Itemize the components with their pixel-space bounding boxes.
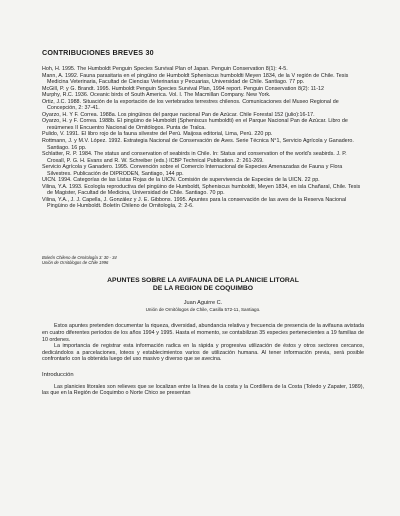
reference-item: Ortiz, J.C. 1988. Situación de la exportación de los vertebrados terrestres chilenos. Comunicaciones del Museo Regional de Concepción, 2: 37-41.: [42, 98, 339, 112]
reference-item: Oyarzo, H. Y F. Correa. 1988a. Los pingüinos del parque nacional Pan de Azúcar. Chile Forestal 152 (julio):16-17.: [42, 111, 315, 118]
page-header: CONTRIBUCIONES BREVES 30: [42, 48, 154, 57]
reference-item: Rottmann, J. y M.V. López. 1992. Estrategia Nacional de Conservación de Aves. Serie Técnica N°1, Servicio Agrícola y Ganadero. Santiago. 16 pp.: [42, 138, 354, 151]
journal-publisher: Unión de Ornitólogos de Chile 1996: [42, 260, 109, 266]
abstract: [42, 323, 364, 362]
abstract-paragraph: Estos apuntes pretenden documentar la riqueza, diversidad, abundancia relativa y frecuencia de presencia de la avifauna avistada en cuatro diferentes períodos de los años 1994 y 1995. Hasta el momento, se contabilizan 35 especies pertenecientes a 19 familias de 10 ordenes.: [42, 323, 364, 343]
article-title: [42, 277, 364, 293]
reference-item: Murphy, R.C. 1936. Oceanic birds of South America. Vol. I. The Macmillan Company. New York.: [42, 92, 271, 99]
author-name: Juan Aguirre C.: [183, 300, 223, 307]
reference-item: Mann, A. 1992. Fauna parasitaria en el pingüino de Humboldt Spheniscus humboldti Meyen 1834, de la V región de Chile. Tesis Medicina Veterinaria, Facultad de Ciencias Veterinarias y Pecuarias, Universidad de Chile. Santiago. 77 pp.: [42, 72, 349, 86]
section-heading: Introducción: [42, 371, 74, 378]
reference-item: UICN. 1994. Categorías de las Listas Rojas de la UICN. Comisión de supervivencia de Especies de la UICN. 22 pp.: [42, 177, 320, 184]
reference-item: McGill, P. y G. Brandt. 1995. Humboldt Penguin Species Survival Plan, 1994 report. Penguin Conservation 8(2): 11-12: [42, 85, 324, 92]
journal-citation: Boletín Chileno de Ornitología 3: 30 - 34: [42, 255, 117, 261]
reference-item: Schlatter, R. P. 1984. The status and conservation of seabirds in Chile. In: Status and conservation of the world's seabirds. J. P. Croxall, P. G. H. Evans and R. W. Schreiber (eds.) ICBP Technical Publication. 2: 261-269.: [42, 151, 347, 164]
reference-list: [42, 66, 364, 210]
reference-item: Vilina, Y.A., J. J. Capella, J. González y J. E. Gibbons. 1995. Apuntes para la conservación de las aves de la Reserva Nacional Pingüino de Humboldt. Boletín Chileno de Ornitología, 2: 2-6.: [42, 196, 347, 210]
section-spacer: [42, 210, 364, 255]
article-title-line: APUNTES SOBRE LA AVIFAUNA DE LA PLANICIE LITORAL: [107, 277, 299, 285]
author-affiliation: Unión de Ornitólogos de Chile, Casilla 572-11, Santiago.: [145, 307, 261, 313]
reference-item: Servicio Agrícola y Ganadero. 1995. Convención sobre el Comercio Internacional de Especies Amenazadas de Fauna y Flora Silvestres. Publicación de DIPRODEN, Santiago, 144 pp.: [42, 164, 343, 177]
body-paragraph: Las planicies litorales son relieves que se localizan entre la línea de la costa y la Cordillera de la Costa (Toledo y Zapater, 1989), las que en la Región de Coquimbo o Norte Chico se presentan: [42, 383, 364, 397]
reference-item: Vilina, Y.A. 1993. Ecología reproductiva del pingüino de Humboldt, Spheniscus humboldti, Meyen 1834, en isla Chañaral, Chile. Tesis de Magister, Facultad de Medicina, Universidad de Chile. Santiago. 70 pp.: [42, 183, 361, 197]
reference-item: Pulido, V. 1991. El libro rojo de la fauna silvestre del Perú. Maijosa editorial, Lima, Perú. 220 pp.: [42, 131, 273, 138]
abstract-paragraph: La importancia de registrar esta información radica en la rápida y progresiva utilización de éstos y otros sectores cercanos, dedicándolos a parcelaciones, loteos y establecimientos varios de utilización humana. Al tener información previa, será posible confrontarlo con la obtenida luego del uso masivo y diverso que se avecina.: [42, 343, 364, 363]
article-title-line: DE LA REGION DE COQUIMBO: [152, 285, 254, 293]
introduction: [42, 384, 364, 397]
reference-item: Hoh, H. 1995. The Humboldt Penguin Species Survival Plan of Japan. Penguin Conservation 8(1): 4-5.: [42, 66, 288, 72]
journal-info: [42, 255, 364, 265]
reference-item: Oyarzo, H. y F. Correa. 1988b. El pingüino de Humboldt (Spheniscus humboldti) en el Parque Nacional Pan de Azúcar. Libro de resúmenes II Encuentro Nacional de Ornitólogos. Punta de Tralca.: [42, 118, 348, 131]
